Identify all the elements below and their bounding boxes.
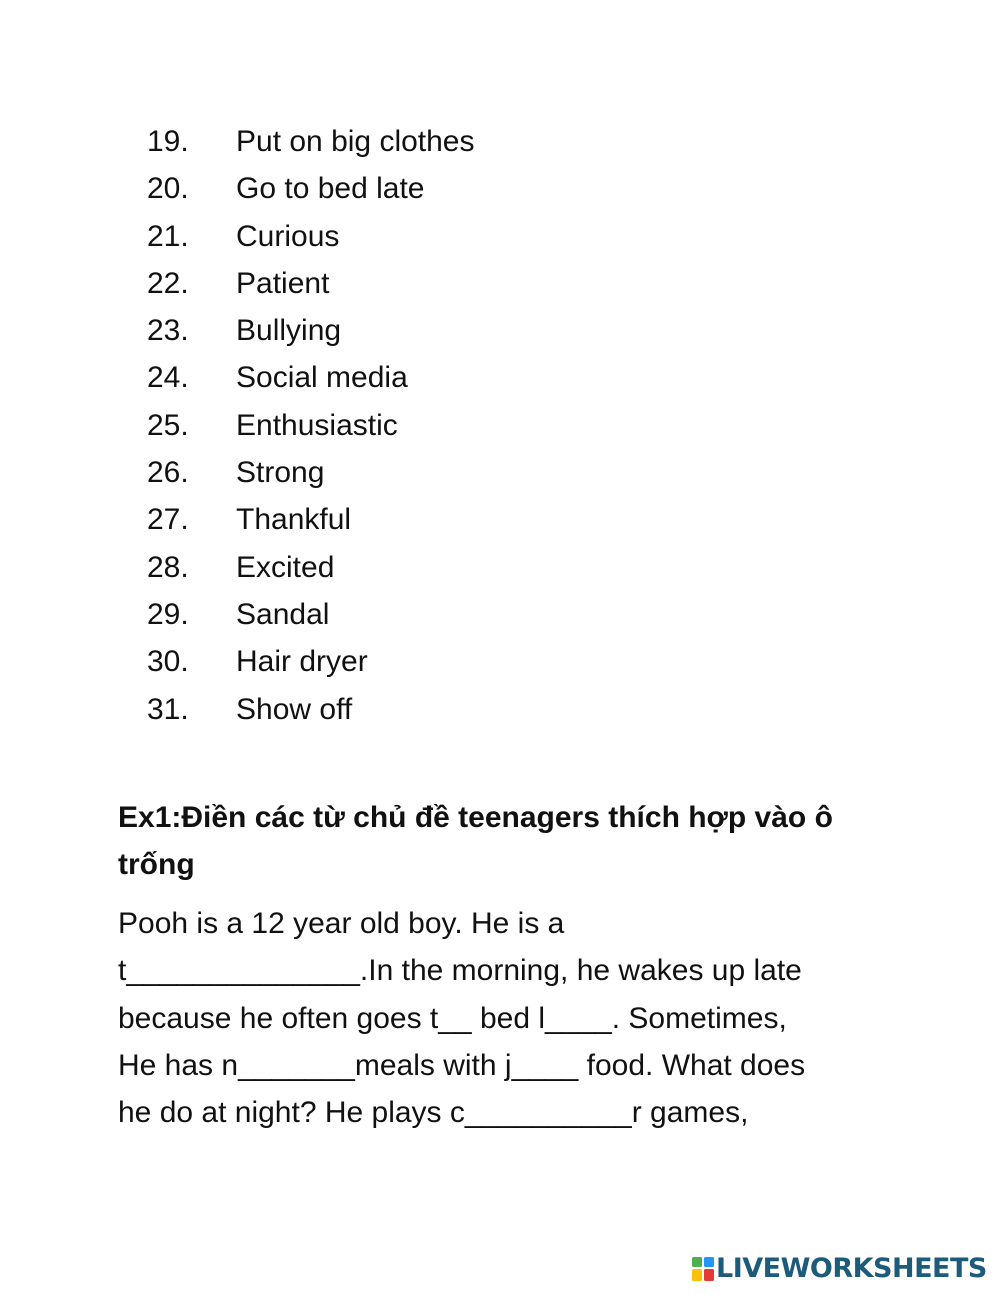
item-number: 22. [147,266,189,300]
item-number: 28. [147,550,189,584]
list-item [0,213,1000,260]
list-item [0,544,1000,591]
item-number: 31. [147,692,189,726]
passage-line: he do at night? He plays c__________r games, [118,1096,749,1130]
item-number: 30. [147,645,189,679]
list-item [0,449,1000,496]
passage-line: t______________.In the morning, he wakes up late [118,954,802,988]
item-number: 29. [147,597,189,631]
item-word: Enthusiastic [236,408,398,442]
item-number: 21. [147,219,189,253]
list-item [0,638,1000,685]
list-item [0,591,1000,638]
item-number: 23. [147,314,189,348]
exercise-title: Ex1:Điền các từ chủ đề teenagers thích hợp vào ô trống [118,801,833,881]
item-word: Sandal [236,597,330,631]
item-word: Bullying [236,314,342,348]
item-word: Put on big clothes [236,125,475,158]
item-word: Patient [236,266,330,300]
brand-name: LIVEWORKSHEETS [716,1253,987,1284]
item-number: 25. [147,408,189,442]
item-word: Excited [236,550,335,584]
item-word: Curious [236,219,340,253]
item-word: Social media [236,361,408,395]
item-number: 20. [147,172,189,206]
list-item [0,307,1000,354]
list-item [0,260,1000,307]
item-number: 19. [147,125,189,158]
list-item [0,402,1000,449]
item-number: 27. [147,503,189,537]
exercise-passage [118,900,908,1136]
list-item [0,118,1000,165]
item-word: Strong [236,456,325,490]
vocabulary-list [0,118,1000,733]
item-number: 26. [147,456,189,490]
list-item [0,686,1000,733]
item-number: 24. [147,361,189,395]
liveworksheets-logo-icon [692,1257,714,1281]
passage-line: He has n_______meals with j____ food. What does [118,1048,806,1082]
passage-line: Pooh is a 12 year old boy. He is a [118,907,565,940]
item-word: Hair dryer [236,645,368,679]
list-item [0,165,1000,212]
liveworksheets-logo[interactable] [692,1253,987,1285]
item-word: Go to bed late [236,172,425,206]
list-item [0,354,1000,401]
item-word: Show off [236,692,353,726]
passage-line: because he often goes t__ bed l____. Sometimes, [118,1001,787,1035]
list-item [0,496,1000,543]
item-word: Thankful [236,503,352,537]
